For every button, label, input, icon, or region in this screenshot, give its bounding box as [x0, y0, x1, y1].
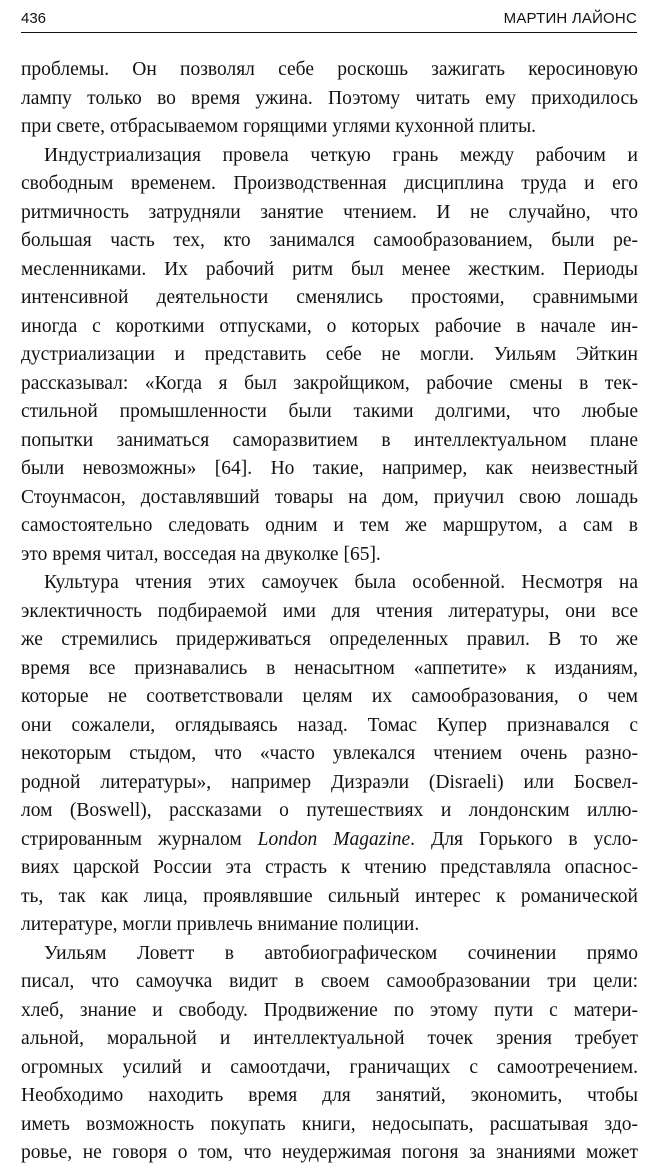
text-line: альной, моральной и интеллектуальной точек зрения требует: [21, 1028, 638, 1049]
text-line: хлеб, знание и свободу. Продвижение по этому пути с матери-: [21, 999, 638, 1021]
text-line: ровье, не говоря о том, что неудержимая погоня за знаниями может: [21, 1142, 638, 1163]
text-segment: стрированным журналом: [21, 828, 258, 850]
italic-title: London Magazine: [257, 828, 411, 850]
text-line: при свете, отбрасываемом горящими углями кухонной плиты.: [21, 116, 537, 137]
text-line: они сожалели, оглядываясь назад. Томас Купер признавался с: [21, 714, 638, 736]
text-line: ть, так как лица, проявлявшие сильный интерес к романической: [21, 885, 638, 907]
text-line: проблемы. Он позволял себе роскошь зажигать керосиновую: [21, 59, 638, 80]
text-line: лом (Boswell), рассказами о путешествиях и лондонским иллю-: [21, 800, 638, 821]
text-line: месленниками. Их рабочий ритм был менее жестким. Периоды: [21, 258, 638, 280]
text-line: попытки заниматься саморазвитием в интеллектуальном плане: [21, 429, 638, 451]
body-text: [21, 56, 638, 1168]
text-line: были невозможны» [64]. Но такие, например, как неизвестный: [21, 458, 638, 479]
text-line: которые не соответствовали целям их самообразования, о чем: [21, 686, 638, 707]
text-line: Уильям Ловетт в автобиографическом сочинении прямо: [44, 942, 638, 964]
text-segment: . Для Горького в усло-: [410, 828, 638, 850]
text-line: свободным временем. Производственная дисциплина труда и его: [21, 173, 638, 194]
text-line: родной литературы», например Дизраэли (Disraeli) или Босвел-: [21, 771, 638, 793]
text-line: виях царской России эта страсть к чтению представляла опаснос-: [21, 857, 638, 878]
page-number: 436: [21, 10, 47, 27]
running-title: МАРТИН ЛАЙОНС: [503, 10, 637, 27]
text-line: самостоятельно следовать одним и тем же маршрутом, а сам в: [21, 515, 638, 536]
text-line: интенсивной деятельности сменялись простоями, сравнимыми: [21, 287, 638, 308]
text-line: стильной промышленности были такими долгими, что любые: [21, 401, 638, 422]
text-line: это время читал, восседая на двуколке [65].: [21, 543, 381, 565]
text-line: литературе, могли привлечь внимание полиции.: [21, 914, 420, 935]
text-line: огромных усилий и самоотдачи, граничащих с самоотречением.: [21, 1056, 638, 1078]
text-line: Стоунмасон, доставлявший товары на дом, приучил свою лошадь: [21, 486, 638, 508]
text-line: эклектичность подбираемой ими для чтения литературы, они все: [21, 600, 638, 622]
text-line: же стремились придерживаться определенных правил. В то же: [21, 629, 638, 650]
running-head: [21, 8, 637, 33]
text-line: Культура чтения этих самоучек была особенной. Несмотря на: [44, 572, 638, 593]
text-line: время все признавались в ненасытном «аппетите» к изданиям,: [21, 657, 638, 679]
text-line: рассказывал: «Когда я был закройщиком, рабочие смены в тек-: [21, 372, 638, 394]
text-line: [21, 826, 638, 855]
text-line: дустриализации и представить себе не могли. Уильям Эйткин: [21, 344, 638, 365]
text-line: лампу только во время ужина. Поэтому читать ему приходилось: [21, 87, 638, 109]
text-line: писал, что самоучка видит в своем самообразовании три цели:: [21, 971, 638, 992]
text-line: большая часть тех, кто занимался самообразованием, были ре-: [21, 230, 638, 251]
text-line: иногда с короткими отпусками, о которых рабочие в начале ин-: [21, 315, 638, 337]
text-line: иметь возможность покупать книги, недосыпать, расшатывая здо-: [21, 1113, 638, 1135]
text-line: ритмичность затрудняли занятие чтением. И не случайно, что: [21, 201, 638, 223]
text-line: Индустриализация провела четкую грань между рабочим и: [44, 144, 638, 166]
text-line: Необходимо находить время для занятий, экономить, чтобы: [21, 1085, 638, 1106]
text-line: некоторым стыдом, что «часто увлекался чтением очень разно-: [21, 743, 638, 764]
